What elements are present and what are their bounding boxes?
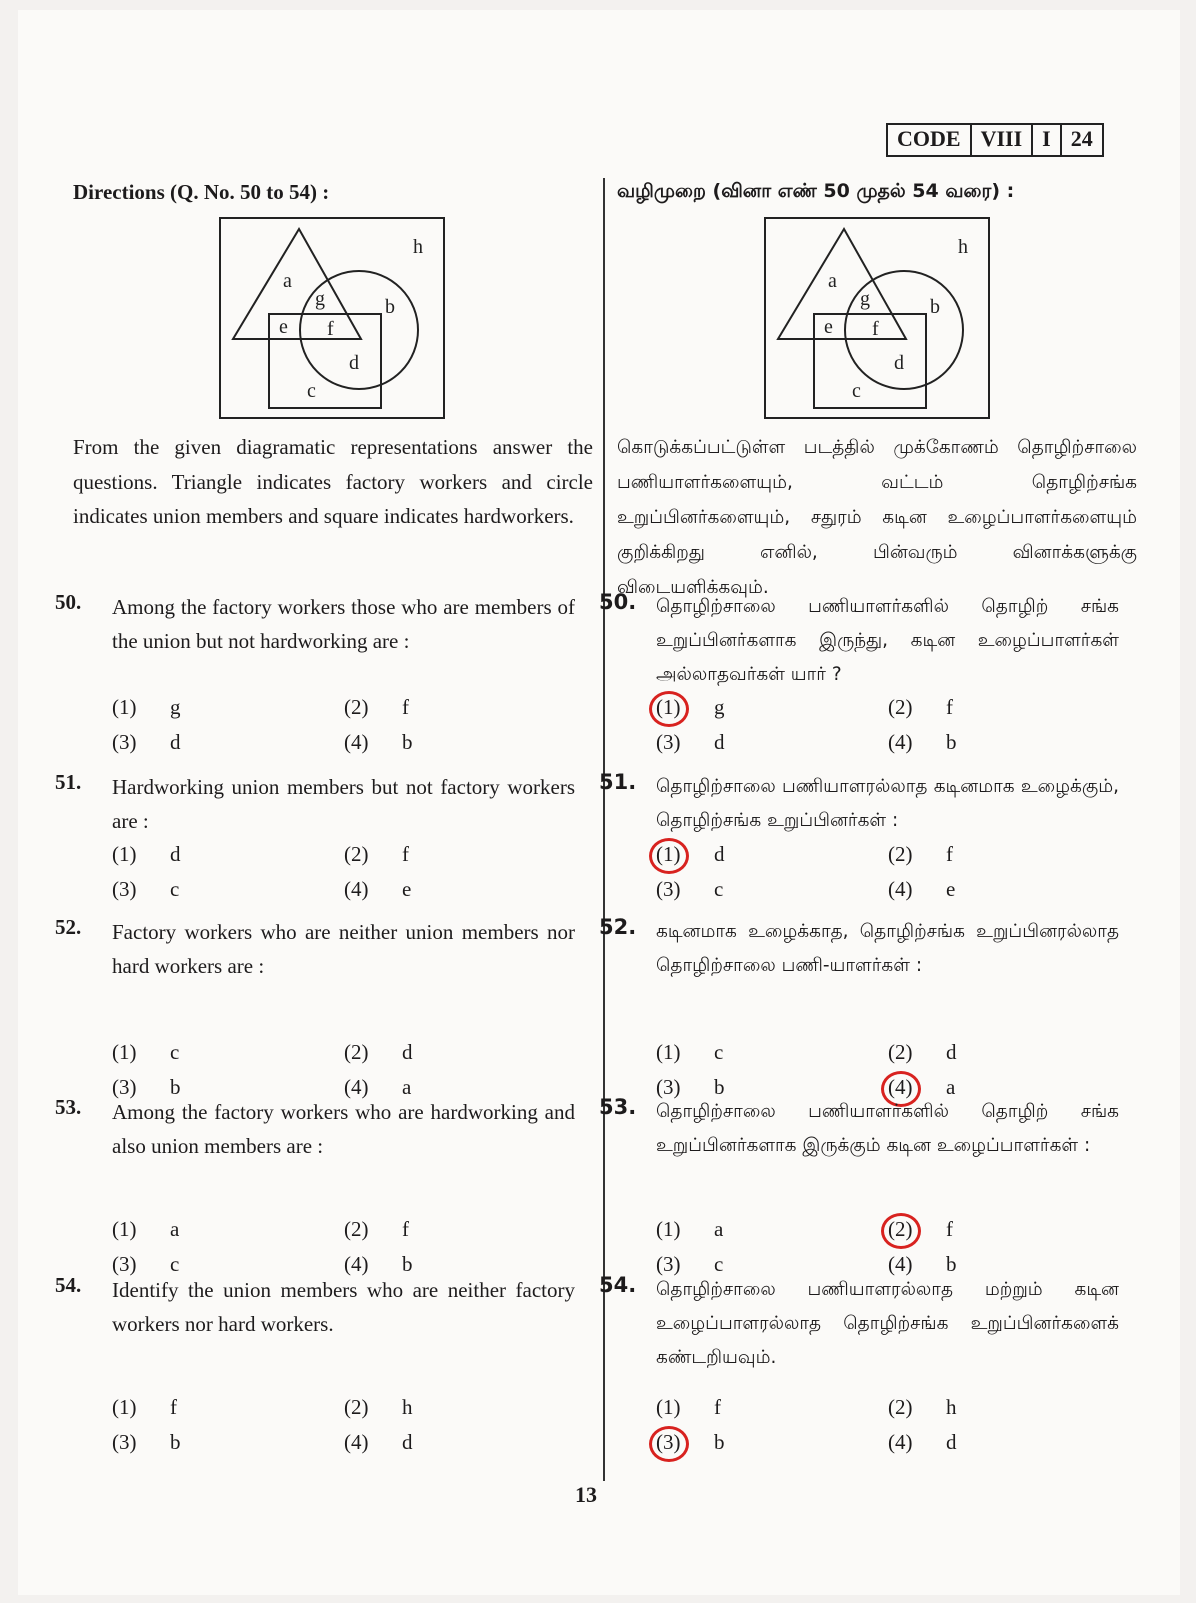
option-number: (1) <box>112 1217 137 1241</box>
question-text: தொழிற்சாலை பணியாளரல்லாத கடினமாக உழைக்கும், தொழிற்சங்க உறுப்பினர்கள் : <box>656 776 1119 831</box>
option-value: b <box>946 730 957 754</box>
question-number: 54. <box>55 1273 82 1297</box>
option-number: (2) <box>344 1395 369 1419</box>
option-1[interactable] <box>112 842 181 867</box>
option-3[interactable] <box>112 1430 181 1455</box>
answer-circle-mark <box>649 691 689 727</box>
option-value: b <box>170 1430 181 1454</box>
answer-circle-mark <box>649 1426 689 1462</box>
option-1[interactable] <box>112 1395 177 1420</box>
question-number: 53. <box>55 1095 82 1119</box>
code-label: CODE <box>888 125 972 155</box>
question-text: தொழிற்சாலை பணியாளரல்லாத மற்றும் கடின உழைப்பாளரல்லாத தொழிற்சங்க உறுப்பினர்களைக் கண்டறியவும். <box>656 1279 1119 1368</box>
code-series: VIII <box>972 125 1034 155</box>
region-label-h: h <box>958 236 968 258</box>
option-value: f <box>402 842 409 866</box>
option-2[interactable] <box>344 842 409 867</box>
option-4[interactable] <box>344 730 413 755</box>
intro-text: From the given diagramatic representations answer the questions. Triangle indicates factory workers and circle indicates union members and square indicates hardworkers. <box>73 435 593 528</box>
question-53 <box>599 1095 1119 1276</box>
question-text: Among the factory workers those who are members of the union but not hardworking are : <box>112 595 575 653</box>
region-label-e: e <box>279 316 288 338</box>
question-text: Hardworking union members but not factory workers are : <box>112 775 575 833</box>
option-number: (1) <box>112 1040 137 1064</box>
option-value: d <box>402 1040 413 1064</box>
option-value: c <box>170 1252 180 1276</box>
option-value: a <box>170 1217 180 1241</box>
option-number: (2) <box>888 1395 913 1419</box>
question-52 <box>55 915 575 1099</box>
option-4[interactable] <box>888 730 957 755</box>
option-value: c <box>170 877 180 901</box>
region-label-g: g <box>860 288 870 310</box>
option-number: (2) <box>888 1217 946 1242</box>
option-value: h <box>402 1395 413 1419</box>
question-number: 54. <box>599 1273 637 1297</box>
option-number: (2) <box>888 842 913 866</box>
option-value: c <box>714 1252 724 1276</box>
option-value: b <box>946 1252 957 1276</box>
option-4[interactable] <box>344 1430 413 1455</box>
option-3[interactable] <box>112 730 181 755</box>
option-1[interactable] <box>656 1217 723 1242</box>
question-number: 52. <box>599 915 637 939</box>
options-grid <box>112 695 552 765</box>
option-4[interactable] <box>344 877 411 902</box>
option-value: f <box>402 1217 409 1241</box>
question-54 <box>55 1273 575 1454</box>
option-number: (3) <box>656 1075 681 1099</box>
option-value: b <box>714 1075 725 1099</box>
region-label-c: c <box>307 380 316 402</box>
option-number: (3) <box>656 730 681 754</box>
intro-text-tamil: கொடுக்கப்பட்டுள்ள படத்தில் முக்கோணம் தொழிற்சாலை பணியாளர்களையும், வட்டம் தொழிற்சங்க உறுப்பினர்களையும், சதுரம் கடின உழைப்பாளர்களையும் குறிக்கிறது எனில், பின்வரும் வினாக்களுக்கு விடையளிக்கவும். <box>617 437 1137 598</box>
directions-heading: Directions (Q. No. 50 to 54) : <box>73 180 330 204</box>
option-value: d <box>714 730 725 754</box>
option-value: a <box>714 1217 724 1241</box>
option-number: (3) <box>656 1252 681 1276</box>
answer-circle-mark <box>649 838 689 874</box>
option-number: (3) <box>112 877 137 901</box>
option-value: d <box>170 730 181 754</box>
option-value: e <box>402 877 412 901</box>
option-number: (3) <box>112 1075 137 1099</box>
question-text: Among the factory workers who are hardworking and also union members are : <box>112 1100 575 1158</box>
option-number: (2) <box>344 695 369 719</box>
option-2[interactable] <box>888 695 953 720</box>
option-number: (4) <box>888 1252 913 1276</box>
option-number: (3) <box>112 730 137 754</box>
option-1[interactable] <box>112 1040 179 1065</box>
options-grid <box>112 842 552 912</box>
option-2[interactable] <box>888 1395 957 1420</box>
option-4[interactable] <box>888 877 955 902</box>
option-number: (1) <box>656 695 714 720</box>
option-3[interactable] <box>656 730 725 755</box>
option-number: (4) <box>888 877 913 901</box>
option-2[interactable] <box>344 1040 413 1065</box>
option-1[interactable] <box>656 842 725 867</box>
exam-page <box>18 10 1180 1595</box>
option-number: (4) <box>344 877 369 901</box>
option-number: (3) <box>656 877 681 901</box>
option-number: (2) <box>344 1040 369 1064</box>
option-value: f <box>714 1395 721 1419</box>
code-part: I <box>1033 125 1062 155</box>
option-value: b <box>402 1252 413 1276</box>
option-number: (4) <box>344 1430 369 1454</box>
option-value: d <box>170 842 181 866</box>
option-2[interactable] <box>888 1217 953 1242</box>
option-number: (2) <box>888 1040 913 1064</box>
question-number: 51. <box>599 770 637 794</box>
option-value: d <box>946 1040 957 1064</box>
option-3[interactable] <box>656 877 723 902</box>
option-value: b <box>170 1075 181 1099</box>
region-label-d: d <box>894 352 904 374</box>
question-52 <box>599 915 1119 1099</box>
question-text: தொழிற்சாலை பணியாளர்களில் தொழிற் சங்க உறுப்பினர்களாக இருந்து, கடின உழைப்பாளர்கள் அல்லாதவர்கள் யார் ? <box>656 596 1119 685</box>
tamil-column <box>617 180 1137 605</box>
option-number: (3) <box>656 1430 714 1455</box>
option-value: f <box>402 695 409 719</box>
region-label-c: c <box>852 380 861 402</box>
code-number: 24 <box>1070 126 1093 151</box>
answer-circle-mark <box>881 1213 921 1249</box>
region-label-b: b <box>930 296 940 318</box>
option-value: f <box>946 1217 953 1241</box>
option-number: (4) <box>888 730 913 754</box>
option-value: g <box>170 695 181 719</box>
option-2[interactable] <box>344 695 409 720</box>
option-value: d <box>946 1430 957 1454</box>
question-text: தொழிற்சாலை பணியாளர்களில் தொழிற் சங்க உறுப்பினர்களாக இருக்கும் கடின உழைப்பாளர்கள் : <box>656 1101 1119 1156</box>
option-value: g <box>714 695 725 719</box>
option-number: (3) <box>112 1430 137 1454</box>
venn-diagram-tamil <box>764 217 990 420</box>
option-value: b <box>402 730 413 754</box>
question-number: 52. <box>55 915 82 939</box>
option-2[interactable] <box>344 1217 409 1242</box>
question-54 <box>599 1273 1119 1454</box>
question-text: Identify the union members who are neither factory workers nor hard workers. <box>112 1278 575 1336</box>
options-grid <box>656 695 1096 765</box>
region-label-f: f <box>872 318 879 340</box>
directions-heading-tamil: வழிமுறை (வினா எண் 50 முதல் 54 வரை) : <box>617 180 1015 202</box>
option-value: f <box>170 1395 177 1419</box>
english-column <box>73 180 593 534</box>
region-label-g: g <box>315 288 325 310</box>
option-number: (4) <box>888 1075 946 1100</box>
options-grid <box>656 842 1096 912</box>
region-label-f: f <box>327 318 334 340</box>
region-label-e: e <box>824 316 833 338</box>
option-3[interactable] <box>656 1430 725 1455</box>
option-number: (2) <box>888 695 913 719</box>
question-number: 50. <box>55 590 82 614</box>
option-number: (1) <box>656 842 714 867</box>
question-text: Factory workers who are neither union members nor hard workers are : <box>112 920 575 978</box>
option-value: a <box>946 1075 956 1099</box>
option-value: c <box>714 1040 724 1064</box>
question-text: கடினமாக உழைக்காத, தொழிற்சங்க உறுப்பினரல்லாத தொழிற்சாலை பணி-யாளர்கள் : <box>656 921 1119 976</box>
option-number: (1) <box>656 1217 681 1241</box>
question-50 <box>55 590 575 754</box>
question-51 <box>599 770 1119 901</box>
option-value: c <box>714 877 724 901</box>
option-value: c <box>170 1040 180 1064</box>
region-label-a: a <box>283 270 292 292</box>
option-value: f <box>946 842 953 866</box>
option-number: (1) <box>656 1395 681 1419</box>
region-label-d: d <box>349 352 359 374</box>
option-3[interactable] <box>112 877 179 902</box>
option-value: b <box>714 1430 725 1454</box>
option-value: d <box>714 842 725 866</box>
option-2[interactable] <box>888 1040 957 1065</box>
region-label-b: b <box>385 296 395 318</box>
option-number: (3) <box>112 1252 137 1276</box>
option-value: f <box>946 695 953 719</box>
question-51 <box>55 770 575 901</box>
option-value: d <box>402 1430 413 1454</box>
option-number: (2) <box>344 842 369 866</box>
option-number: (1) <box>112 695 137 719</box>
region-label-h: h <box>413 236 423 258</box>
options-grid <box>112 1395 552 1465</box>
option-4[interactable] <box>888 1430 957 1455</box>
option-2[interactable] <box>344 1395 413 1420</box>
question-number: 50. <box>599 590 637 614</box>
page-number: 13 <box>575 1482 597 1507</box>
option-number: (1) <box>112 842 137 866</box>
question-53 <box>55 1095 575 1276</box>
option-number: (1) <box>656 1040 681 1064</box>
option-1[interactable] <box>112 695 181 720</box>
option-number: (4) <box>344 730 369 754</box>
option-1[interactable] <box>656 1040 723 1065</box>
question-50 <box>599 590 1119 754</box>
option-number: (2) <box>344 1217 369 1241</box>
option-value: e <box>946 877 956 901</box>
question-number: 53. <box>599 1095 637 1119</box>
option-1[interactable] <box>656 695 725 720</box>
venn-diagram <box>219 217 445 420</box>
region-label-a: a <box>828 270 837 292</box>
option-number: (4) <box>344 1252 369 1276</box>
option-1[interactable] <box>112 1217 179 1242</box>
option-number: (4) <box>344 1075 369 1099</box>
question-number: 51. <box>55 770 82 794</box>
option-2[interactable] <box>888 842 953 867</box>
options-grid <box>656 1395 1096 1465</box>
option-number: (1) <box>112 1395 137 1419</box>
option-1[interactable] <box>656 1395 721 1420</box>
option-value: a <box>402 1075 412 1099</box>
option-number: (4) <box>888 1430 913 1454</box>
option-value: h <box>946 1395 957 1419</box>
code-box <box>886 123 1104 157</box>
